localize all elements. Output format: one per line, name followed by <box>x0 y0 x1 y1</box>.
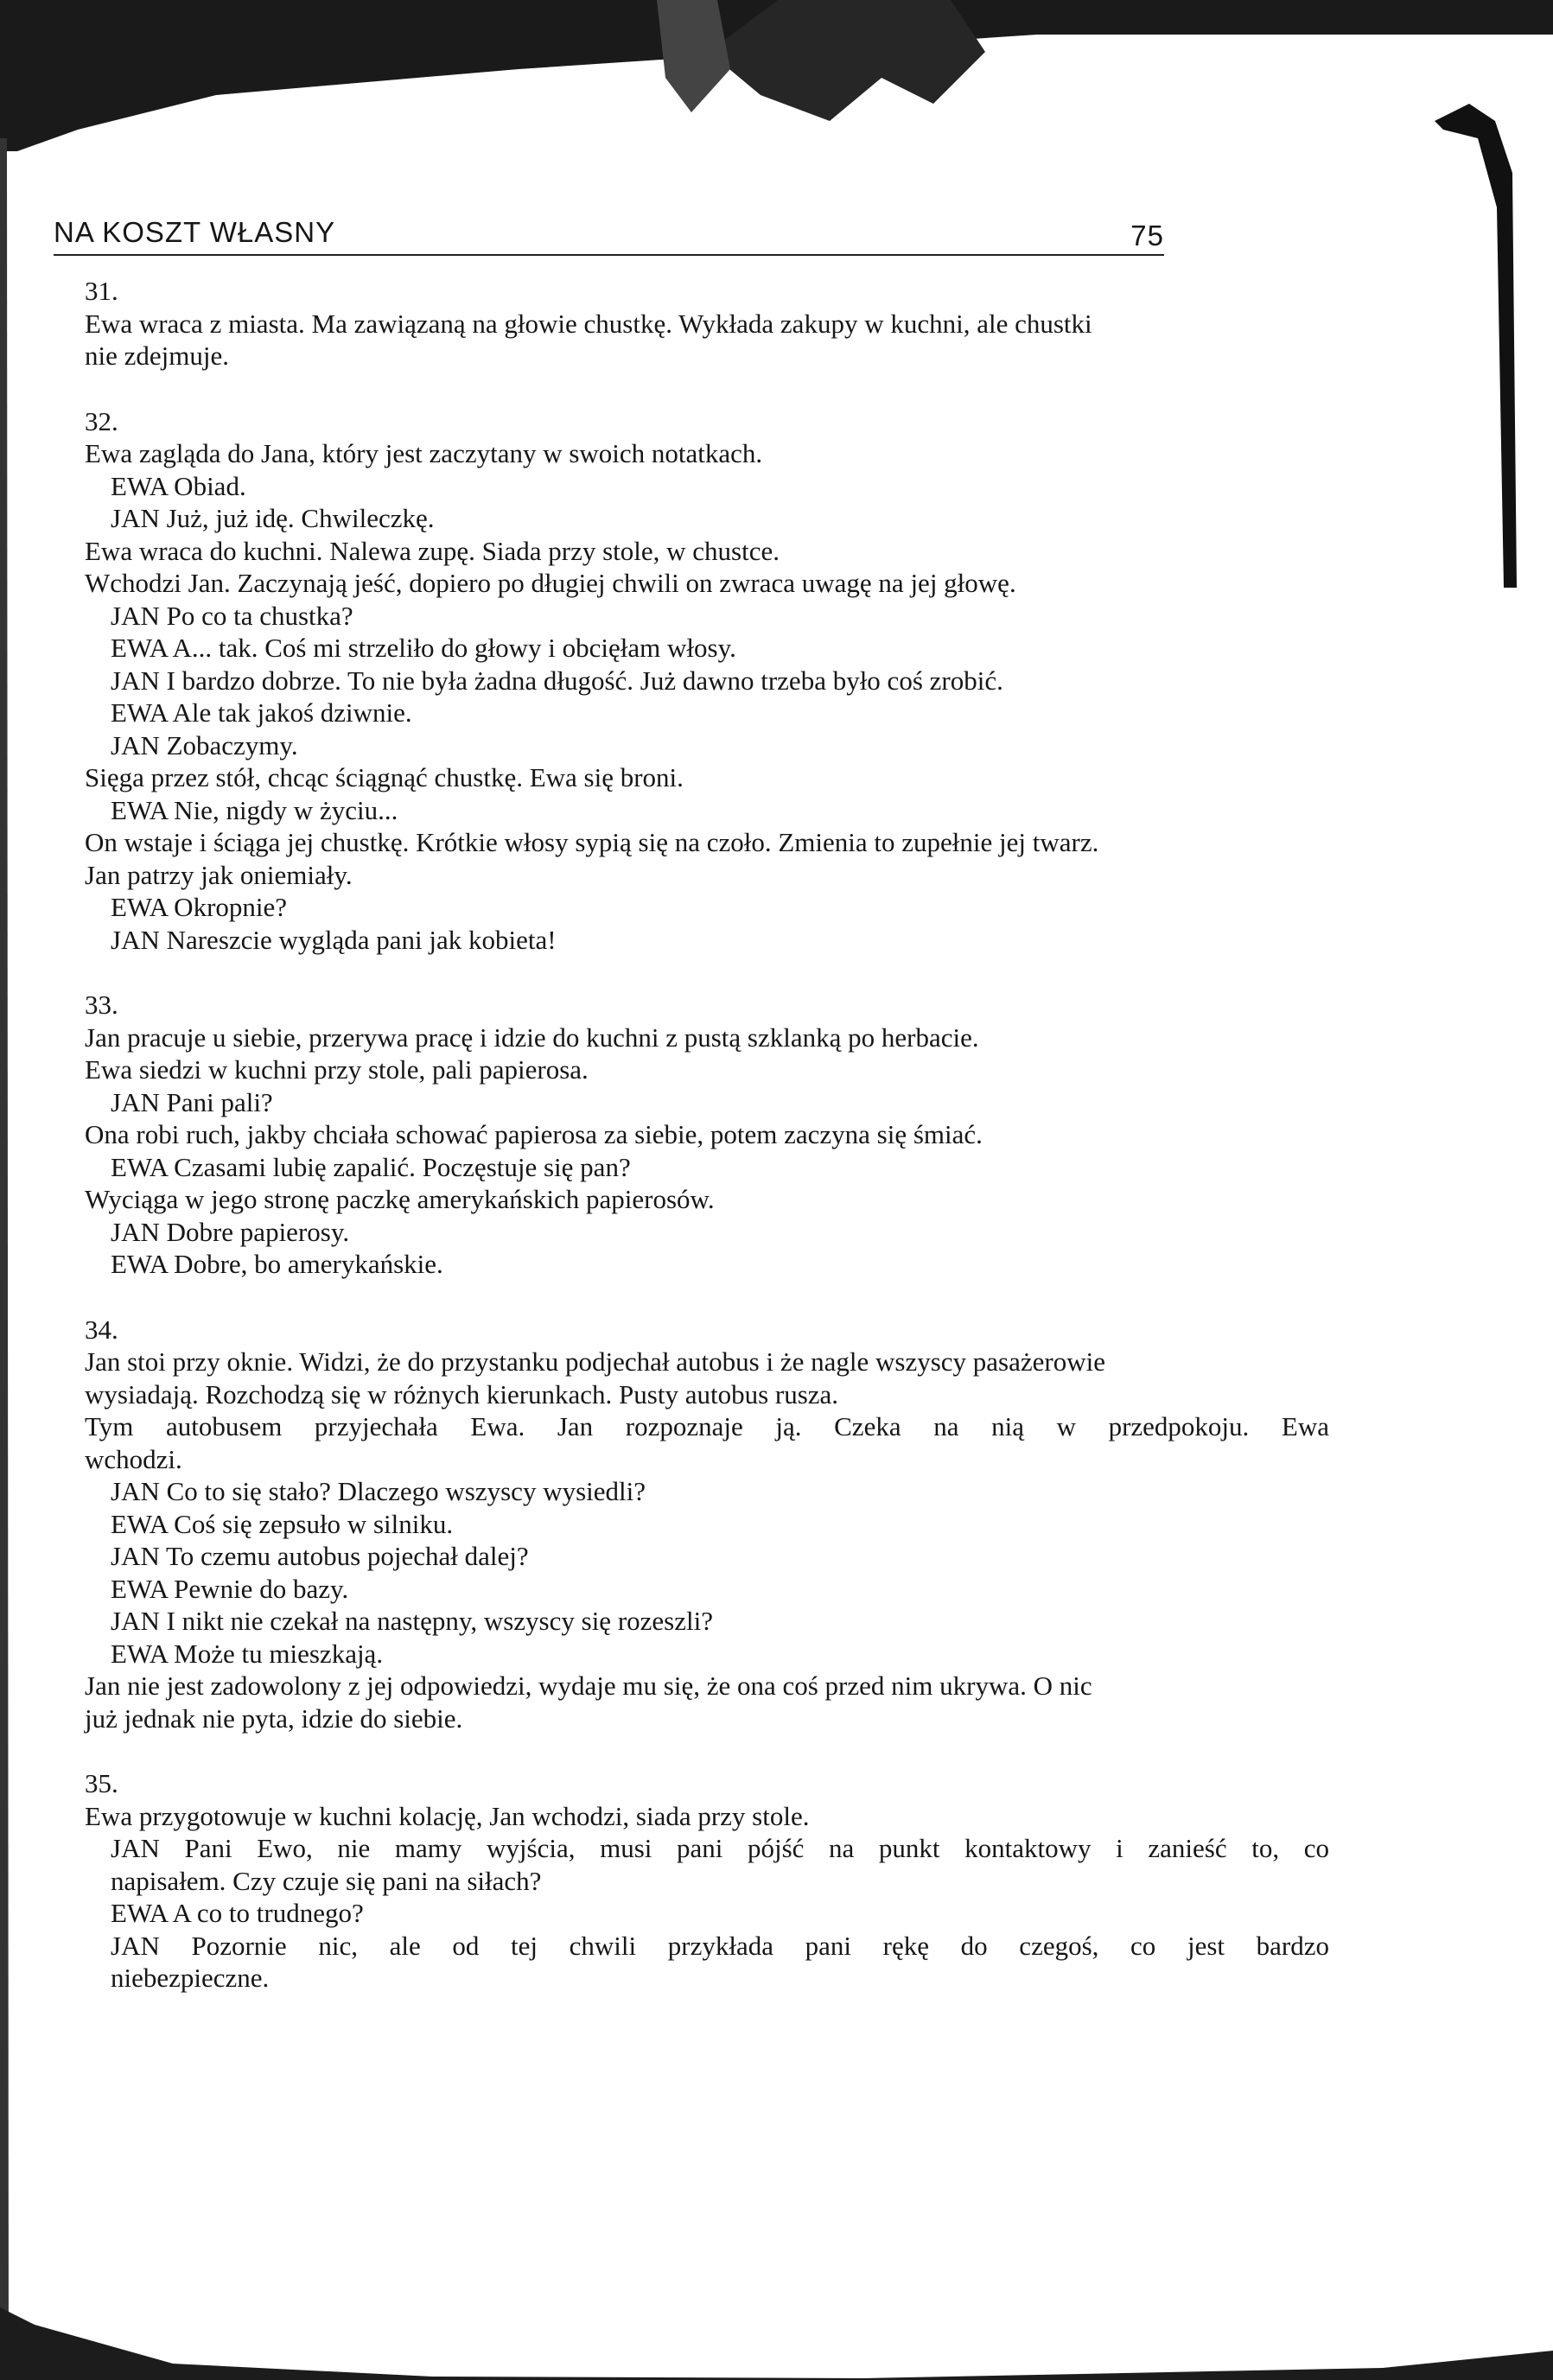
stage-direction: już jednak nie pyta, idzie do siebie. <box>85 1702 463 1734</box>
stage-direction: Ewa wraca z miasta. Ma zawiązaną na głowie chustkę. Wykłada zakupy w kuchni, ale chustki <box>85 308 1092 339</box>
dialogue-line: EWA Ale tak jakoś dziwnie. <box>111 697 412 728</box>
scan-edge-left <box>0 138 43 2380</box>
dialogue-line: JAN Dobre papierosy. <box>111 1216 350 1247</box>
dialogue-line: EWA A co to trudnego? <box>111 1898 364 1928</box>
scene <box>85 989 1329 1281</box>
scene-number: 31. <box>85 276 118 306</box>
page-number: 75 <box>1130 220 1164 251</box>
dialogue-line: JAN Pani pali? <box>111 1086 273 1117</box>
scan-edge-right <box>1435 104 1553 588</box>
scene-number: 35. <box>85 1768 118 1798</box>
dialogue-line: JAN Po co ta chustka? <box>111 600 353 631</box>
stage-direction: Jan stoi przy oknie. Widzi, że do przystanku podjechał autobus i że nagle wszyscy pasażerowie <box>85 1346 1105 1377</box>
dialogue-line: JAN I nikt nie czekał na następny, wszyscy się rozeszli? <box>111 1606 713 1636</box>
dialogue-line: JAN Nareszcie wygląda pani jak kobieta! <box>111 924 557 955</box>
dialogue-line: EWA Okropnie? <box>111 892 288 922</box>
book-title: NA KOSZT WŁASNY <box>54 216 336 248</box>
stage-direction: Wchodzi Jan. Zaczynają jeść, dopiero po długiej chwili on zwraca uwagę na jej głowę. <box>85 568 1016 598</box>
dialogue-line: EWA Coś się zepsuło w silniku. <box>111 1508 454 1539</box>
scene <box>85 405 1329 957</box>
dialogue-line: EWA Dobre, bo amerykańskie. <box>111 1249 443 1279</box>
dialogue-line: JAN Pani Ewo, nie mamy wyjścia, musi pani pójść na punkt kontaktowy i zanieść to, co <box>111 1833 1329 1863</box>
stage-direction: Jan pracuje u siebie, przerywa pracę i idzie do kuchni z pustą szklanką po herbacie. <box>85 1021 979 1053</box>
dialogue-line: JAN Zobaczymy. <box>111 729 298 760</box>
dialogue-line: EWA A... tak. Coś mi strzeliło do głowy i obcięłam włosy. <box>111 633 736 663</box>
stage-direction: Ewa zagląda do Jana, który jest zaczytany w swoich notatkach. <box>85 438 763 468</box>
dialogue-line: EWA Może tu mieszkają. <box>111 1638 384 1669</box>
stage-direction: wysiadają. Rozchodzą się w różnych kierunkach. Pusty autobus rusza. <box>85 1378 839 1410</box>
stage-direction: Ewa wraca do kuchni. Nalewa zupę. Siada przy stole, w chustce. <box>85 535 780 566</box>
scene-number: 32. <box>85 405 118 436</box>
scan-edge-bottom <box>0 2281 1553 2380</box>
stage-direction: Ona robi ruch, jakby chciała schować papierosa za siebie, potem zaczyna się śmiać. <box>85 1119 983 1149</box>
scene-number: 33. <box>85 990 118 1020</box>
dialogue-line: EWA Czasami lubię zapalić. Poczęstuje się pan? <box>111 1151 631 1182</box>
scene-spacer <box>85 956 1329 989</box>
stage-direction: Jan patrzy jak oniemiały. <box>85 859 353 890</box>
page-text <box>85 275 1329 1995</box>
dialogue-line: JAN Już, już idę. Chwileczkę. <box>111 503 435 533</box>
stage-direction: Wyciąga w jego stronę paczkę amerykańskich papierosów. <box>85 1184 715 1214</box>
running-header <box>54 200 1164 256</box>
dialogue-line: JAN Pozornie nic, ale od tej chwili przykłada pani rękę do czegoś, co jest bardzo <box>111 1930 1329 1961</box>
stage-direction: Tym autobusem przyjechała Ewa. Jan rozpoznaje ją. Czeka na nią w przedpokoju. Ewa <box>85 1411 1329 1441</box>
scene-spacer <box>85 1734 1329 1767</box>
dialogue-line: EWA Obiad. <box>111 470 246 501</box>
stage-direction: nie zdejmuje. <box>85 340 229 371</box>
stage-direction: Ewa siedzi w kuchni przy stole, pali papierosa. <box>85 1054 589 1085</box>
scene <box>85 1314 1329 1735</box>
stage-direction: Jan nie jest zadowolony z jej odpowiedzi, wydaje mu się, że ona coś przed nim ukrywa. O nic <box>85 1670 1092 1701</box>
dialogue-line: JAN To czemu autobus pojechał dalej? <box>111 1541 529 1571</box>
dialogue-line: JAN I bardzo dobrze. To nie była żadna długość. Już dawno trzeba było coś zrobić. <box>111 665 1003 696</box>
scene-spacer <box>85 1281 1329 1314</box>
scene <box>85 275 1329 372</box>
dialogue-line: EWA Pewnie do bazy. <box>111 1573 349 1604</box>
dialogue-line: napisałem. Czy czuje się pani na siłach? <box>111 1865 542 1896</box>
stage-direction: Sięga przez stół, chcąc ściągnąć chustkę. Ewa się broni. <box>85 762 684 792</box>
stage-direction: On wstaje i ściąga jej chustkę. Krótkie włosy sypią się na czoło. Zmienia to zupełnie jej twarz. <box>85 827 1099 857</box>
scene <box>85 1767 1329 1995</box>
dialogue-line: niebezpieczne. <box>111 1963 270 1993</box>
stage-direction: wchodzi. <box>85 1443 182 1474</box>
stage-direction: Ewa przygotowuje w kuchni kolację, Jan wchodzi, siada przy stole. <box>85 1800 810 1831</box>
dialogue-line: JAN Co to się stało? Dlaczego wszyscy wysiedli? <box>111 1476 646 1506</box>
scan-edge-top <box>0 0 1553 151</box>
dialogue-line: EWA Nie, nigdy w życiu... <box>111 794 398 825</box>
scene-number: 34. <box>85 1314 118 1345</box>
scene-spacer <box>85 372 1329 405</box>
